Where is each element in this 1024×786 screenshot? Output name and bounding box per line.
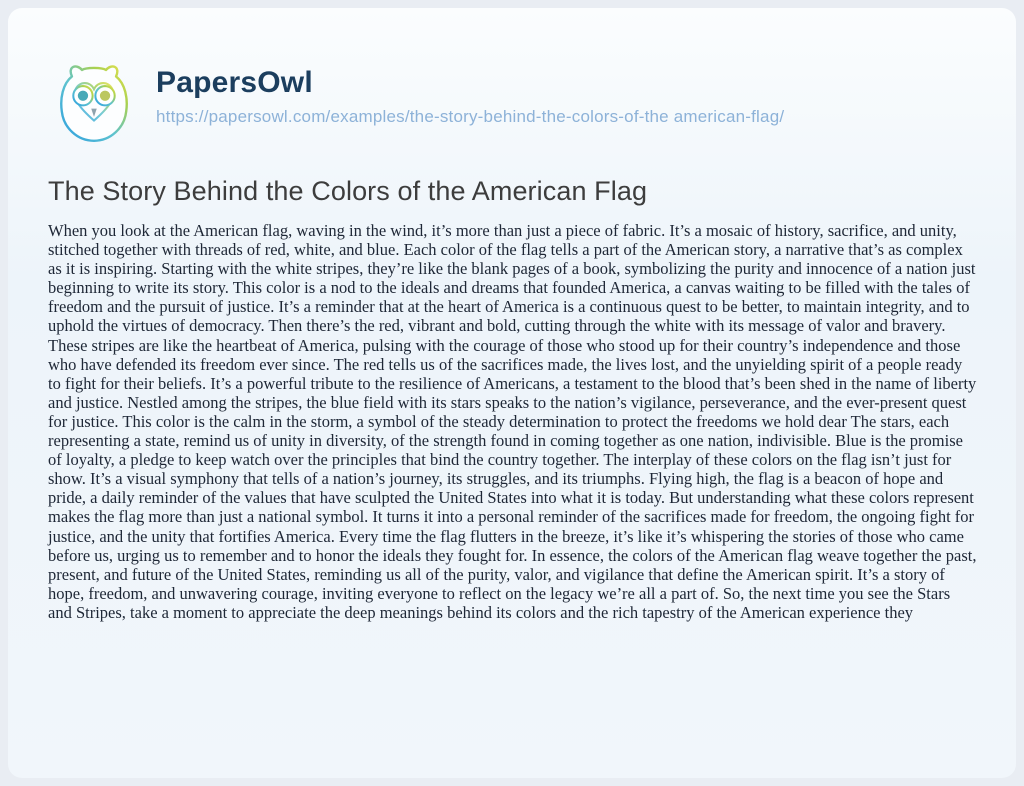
source-url-link[interactable]: https://papersowl.com/examples/the-story-behind-the-colors-of-the american-flag/ xyxy=(156,107,785,126)
article-body: When you look at the American flag, waving in the wind, it’s more than just a piece of fabric. It’s a mosaic of history, sacrifice, and unity, stitched together with threads of red, white, and blue. Each color of the flag tells a part of the American story, a narrative that’s as complex as it is inspiring. Starting with the white stripes, they’re like the blank pages of a book, symbolizing the purity and innocence of a nation just beginning to write its story. This color is a nod to the ideals and dreams that founded America, a canvas waiting to be filled with the tales of freedom and the pursuit of justice. It’s a reminder that at the heart of America is a continuous quest to be better, to maintain integrity, and to uphold the virtues of democracy. Then there’s the red, vibrant and bold, cutting through the white with its message of valor and bravery. These stripes are like the heartbeat of America, pulsing with the courage of those who stood up for their country’s independence and those who have defended its freedom ever since. The red tells us of the sacrifices made, the lives lost, and the unyielding spirit of a people ready to fight for their beliefs. It’s a powerful tribute to the resilience of Americans, a testament to the blood that’s been shed in the name of liberty and justice. Nestled among the stripes, the blue field with its stars speaks to the nation’s vigilance, perseverance, and the ever-present quest for justice. This color is the calm in the storm, a symbol of the steady determination to protect the freedoms we hold dear The stars, each representing a state, remind us of unity in diversity, of the strength found in coming together as one nation, indivisible. Blue is the promise of loyalty, a pledge to keep watch over the principles that bind the country together. The interplay of these colors on the flag isn’t just for show. It’s a visual symphony that tells of a nation’s journey, its struggles, and its triumphs. Flying high, the flag is a beacon of hope and pride, a daily reminder of the values that have sculpted the United States into what it is today. But understanding what these colors represent makes the flag more than just a national symbol. It turns it into a personal reminder of the sacrifices made for freedom, the ongoing fight for justice, and the unity that fortifies America. Every time the flag flutters in the breeze, it’s like it’s whispering the stories of those who came before us, urging us to remember and to honor the ideals they fought for. In essence, the colors of the American flag weave together the past, present, and future of the United States, reminding us all of the purity, valor, and vigilance that define the American spirit. It’s a story of hope, freedom, and unwavering courage, inviting everyone to reflect on the legacy we’re all a part of. So, the next time you see the Stars and Stripes, take a moment to appreciate the deep meanings behind its colors and the rich tapestry of the American experience they xyxy=(48,221,977,622)
brand-block xyxy=(156,58,784,127)
article-title: The Story Behind the Colors of the American Flag xyxy=(48,176,648,206)
brand-name: PapersOwl xyxy=(156,66,313,99)
site-header xyxy=(8,8,1016,150)
papersowl-owl-logo-icon xyxy=(48,58,140,150)
article-main xyxy=(8,176,1016,622)
page-card xyxy=(8,8,1016,778)
